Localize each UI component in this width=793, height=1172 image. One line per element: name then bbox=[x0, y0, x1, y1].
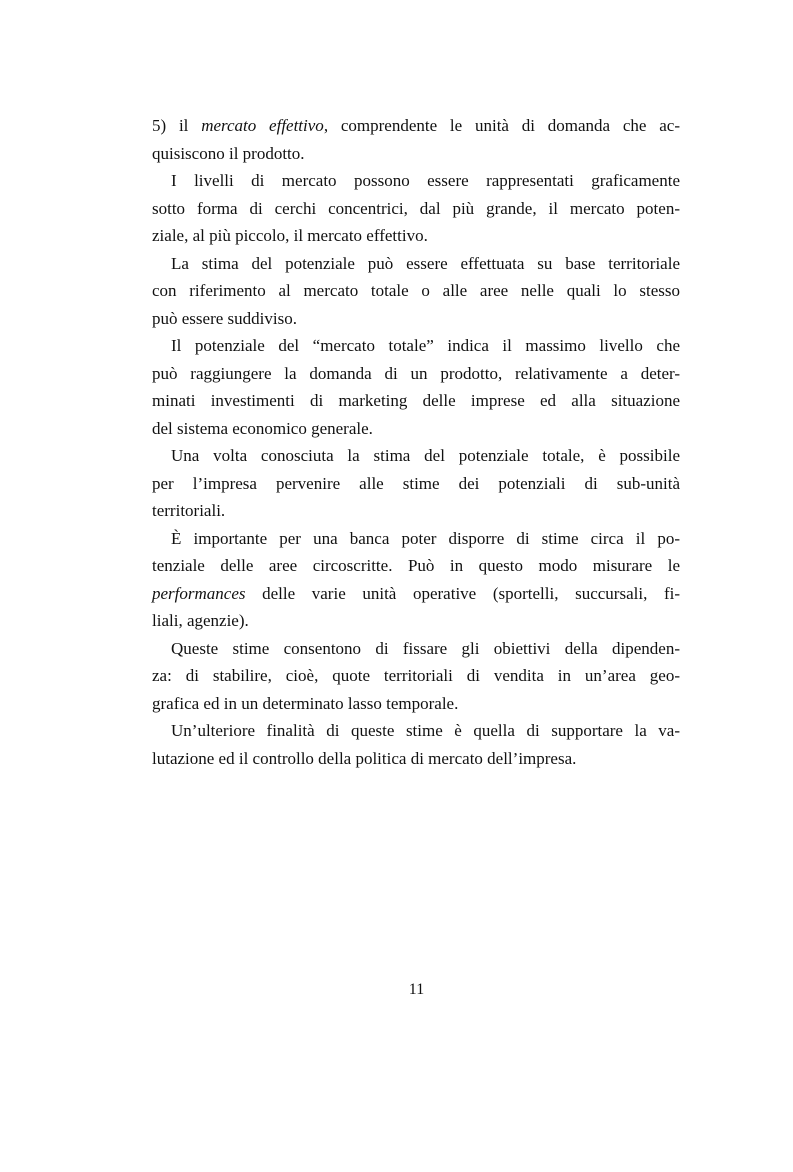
text-line: La stima del potenziale può essere effettuata su base territoriale bbox=[171, 253, 680, 273]
text-line: Il potenziale del “mercato totale” indica il massimo livello che bbox=[171, 336, 680, 355]
text-line: za: di stabilire, cioè, quote territoriali di vendita in un’area geo- bbox=[152, 666, 680, 685]
text-line: può essere suddiviso. bbox=[152, 308, 297, 328]
text-line: Una volta conosciuta la stima del potenziale totale, è possibile bbox=[171, 446, 680, 465]
text-line: quisiscono il prodotto. bbox=[152, 143, 305, 163]
text-line: del sistema economico generale. bbox=[152, 418, 373, 438]
text-line: Un’ulteriore finalità di queste stime è quella di supportare la va- bbox=[171, 721, 680, 740]
text-line: con riferimento al mercato totale o alle aree nelle quali lo stesso bbox=[152, 281, 680, 300]
text-line: può raggiungere la domanda di un prodotto, relativamente a deter- bbox=[152, 363, 680, 383]
text-line: ziale, al più piccolo, il mercato effettivo. bbox=[152, 226, 428, 245]
text-line: È importante per una banca poter disporre di stime circa il po- bbox=[171, 528, 680, 548]
text-line: minati investimenti di marketing delle imprese ed alla situazione bbox=[152, 391, 680, 410]
text-line: liali, agenzie). bbox=[152, 611, 249, 630]
text-line: sotto forma di cerchi concentrici, dal più grande, il mercato poten- bbox=[152, 198, 680, 218]
page-number: 11 bbox=[408, 981, 425, 998]
italic-term: performances bbox=[152, 583, 246, 603]
text-line: per l’impresa pervenire alle stime dei potenziali di sub-unità bbox=[152, 473, 680, 493]
text-line: tenziale delle aree circoscritte. Può in questo modo misurare le bbox=[152, 556, 680, 575]
text-line: 5) il mercato effettivo, comprendente le unità di domanda che ac- bbox=[152, 116, 681, 135]
text-line: performances delle varie unità operative (sportelli, succursali, fi- bbox=[152, 583, 680, 603]
text-line: I livelli di mercato possono essere rappresentati graficamente bbox=[171, 171, 680, 190]
text-line: grafica ed in un determinato lasso temporale. bbox=[152, 693, 459, 713]
text-line: Queste stime consentono di fissare gli obiettivi della dipenden- bbox=[171, 638, 680, 658]
italic-term: mercato effettivo bbox=[201, 116, 324, 135]
body-text bbox=[152, 112, 680, 772]
text-line: lutazione ed il controllo della politica di mercato dell’impresa. bbox=[152, 748, 577, 768]
text-line: territoriali. bbox=[152, 501, 226, 520]
